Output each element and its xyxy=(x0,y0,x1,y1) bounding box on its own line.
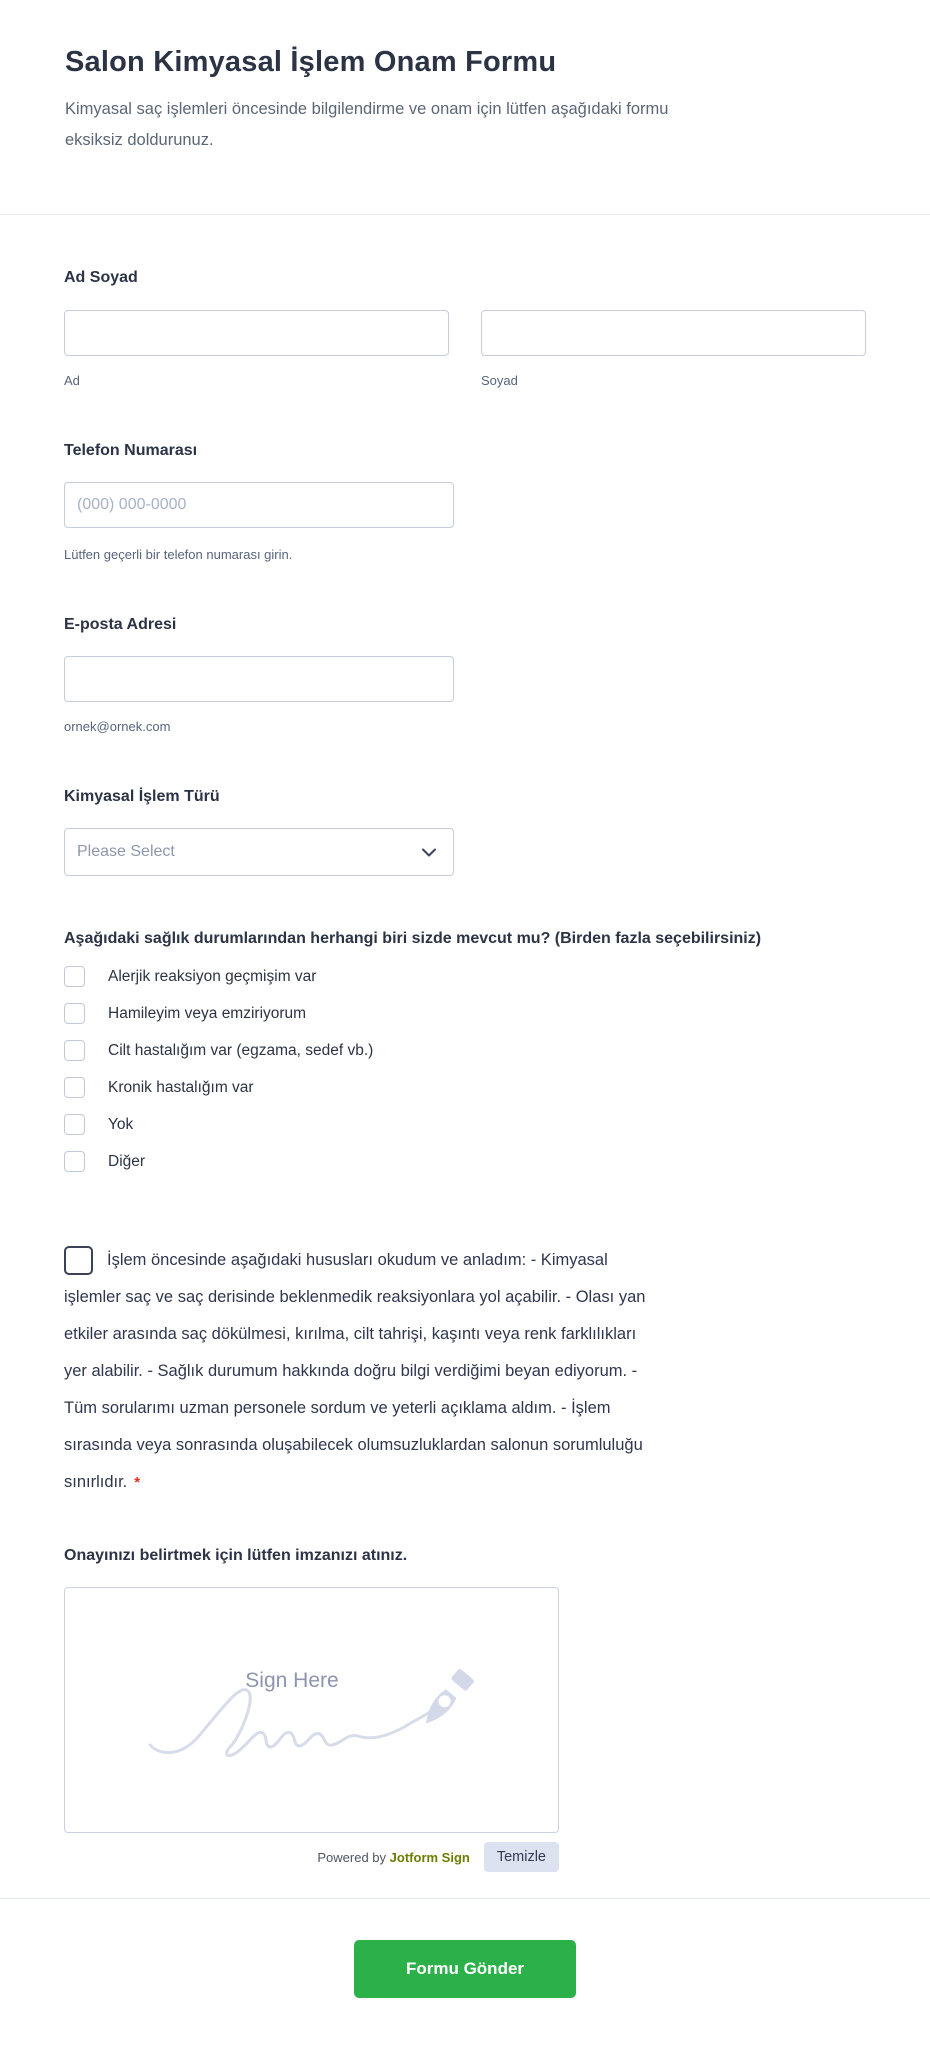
field-fullname xyxy=(64,267,866,388)
phone-input[interactable] xyxy=(64,482,454,528)
field-consent xyxy=(64,1242,866,1501)
signature-squiggle xyxy=(150,1690,438,1756)
treatment-label: Kimyasal İşlem Türü xyxy=(64,788,220,805)
checkbox-other[interactable] xyxy=(64,1151,85,1172)
health-option-row[interactable] xyxy=(64,1040,866,1061)
health-option-row[interactable] xyxy=(64,1077,866,1098)
email-sublabel: ornek@ornek.com xyxy=(64,719,171,734)
checkbox-pregnant[interactable] xyxy=(64,1003,85,1024)
phone-label: Telefon Numarası xyxy=(64,442,198,459)
signature-pad[interactable] xyxy=(64,1587,559,1833)
form-header xyxy=(0,0,930,215)
health-option-row[interactable] xyxy=(64,966,866,987)
powered-by-label: Powered by xyxy=(317,1849,387,1865)
clear-signature-button[interactable]: Temizle xyxy=(484,1842,559,1872)
sign-here-text: Sign Here xyxy=(244,1669,339,1692)
phone-helper: Lütfen geçerli bir telefon numarası girin. xyxy=(64,547,293,562)
last-name-sublabel: Soyad xyxy=(481,373,518,388)
health-option-row[interactable] xyxy=(64,1003,866,1024)
powered-by-text xyxy=(317,1850,469,1865)
checkbox-none[interactable] xyxy=(64,1114,85,1135)
health-label: Aşağıdaki sağlık durumlarından herhangi biri sizde mevcut mu? (Birden fazla seçebilirsiniz) xyxy=(64,930,762,947)
first-name-sublabel: Ad xyxy=(64,373,80,388)
field-treatment-type xyxy=(64,786,866,876)
option-label: Yok xyxy=(108,1115,134,1133)
signature-label: Onayınızı belirtmek için lütfen imzanızı atınız. xyxy=(64,1547,408,1564)
consent-checkbox[interactable] xyxy=(64,1246,93,1275)
option-label: Cilt hastalığım var (egzama, sedef vb.) xyxy=(108,1041,374,1059)
field-signature xyxy=(64,1545,866,1872)
submit-button[interactable]: Formu Gönder xyxy=(354,1940,576,1998)
form-footer xyxy=(0,1899,930,2058)
option-label: Kronik hastalığım var xyxy=(108,1078,254,1096)
form-body xyxy=(0,215,930,1898)
field-phone xyxy=(64,440,866,562)
option-label: Diğer xyxy=(108,1152,146,1170)
pen-nib-icon xyxy=(418,1668,474,1730)
signature-footer xyxy=(64,1842,559,1872)
option-label: Alerjik reaksiyon geçmişim var xyxy=(108,967,317,985)
treatment-select[interactable] xyxy=(64,828,454,876)
checkbox-allergy[interactable] xyxy=(64,966,85,987)
page-title: Salon Kimyasal İşlem Onam Formu xyxy=(65,46,557,78)
field-health-conditions xyxy=(64,928,866,1172)
health-option-row[interactable] xyxy=(64,1151,866,1172)
checkbox-chronic-disease[interactable] xyxy=(64,1077,85,1098)
sign-here-art xyxy=(142,1645,482,1775)
health-option-row[interactable] xyxy=(64,1114,866,1135)
last-name-input[interactable] xyxy=(481,310,866,356)
field-email xyxy=(64,614,866,734)
option-label: Hamileyim veya emziriyorum xyxy=(108,1004,307,1022)
email-label: E-posta Adresi xyxy=(64,616,177,633)
email-input[interactable] xyxy=(64,656,454,702)
jotform-sign-link[interactable]: Jotform Sign xyxy=(389,1849,470,1865)
last-name-group xyxy=(481,310,866,388)
required-asterisk: * xyxy=(134,1474,141,1491)
page-subtitle: Kimyasal saç işlemleri öncesinde bilgilendirme ve onam için lütfen aşağıdaki formu eksiksiz doldurunuz. xyxy=(65,100,669,149)
treatment-select-value: Please Select xyxy=(77,843,175,860)
consent-text: İşlem öncesinde aşağıdaki hususları okudum ve anladım: - Kimyasal işlemler saç ve saç derisinde beklenmedik reaksiyonlara yol açabilir. - Olası yan etkiler arasında saç dökülmesi, kırılma, cilt tahrişi, kaşıntı veya renk farklılıkları yer alabilir. - Sağlık durumum hakkında doğru bilgi verdiğimi beyan ediyorum. - Tüm sorularımı uzman personele sordum ve yeterli açıklama aldım. - İşlem sırasında veya sonrasında oluşabilecek olumsuzluklardan salonun sorumluluğu sınırlıdır. xyxy=(64,1251,646,1491)
chevron-down-icon xyxy=(422,848,436,857)
first-name-group xyxy=(64,310,449,388)
first-name-input[interactable] xyxy=(64,310,449,356)
checkbox-skin-disease[interactable] xyxy=(64,1040,85,1061)
fullname-label: Ad Soyad xyxy=(64,269,138,286)
